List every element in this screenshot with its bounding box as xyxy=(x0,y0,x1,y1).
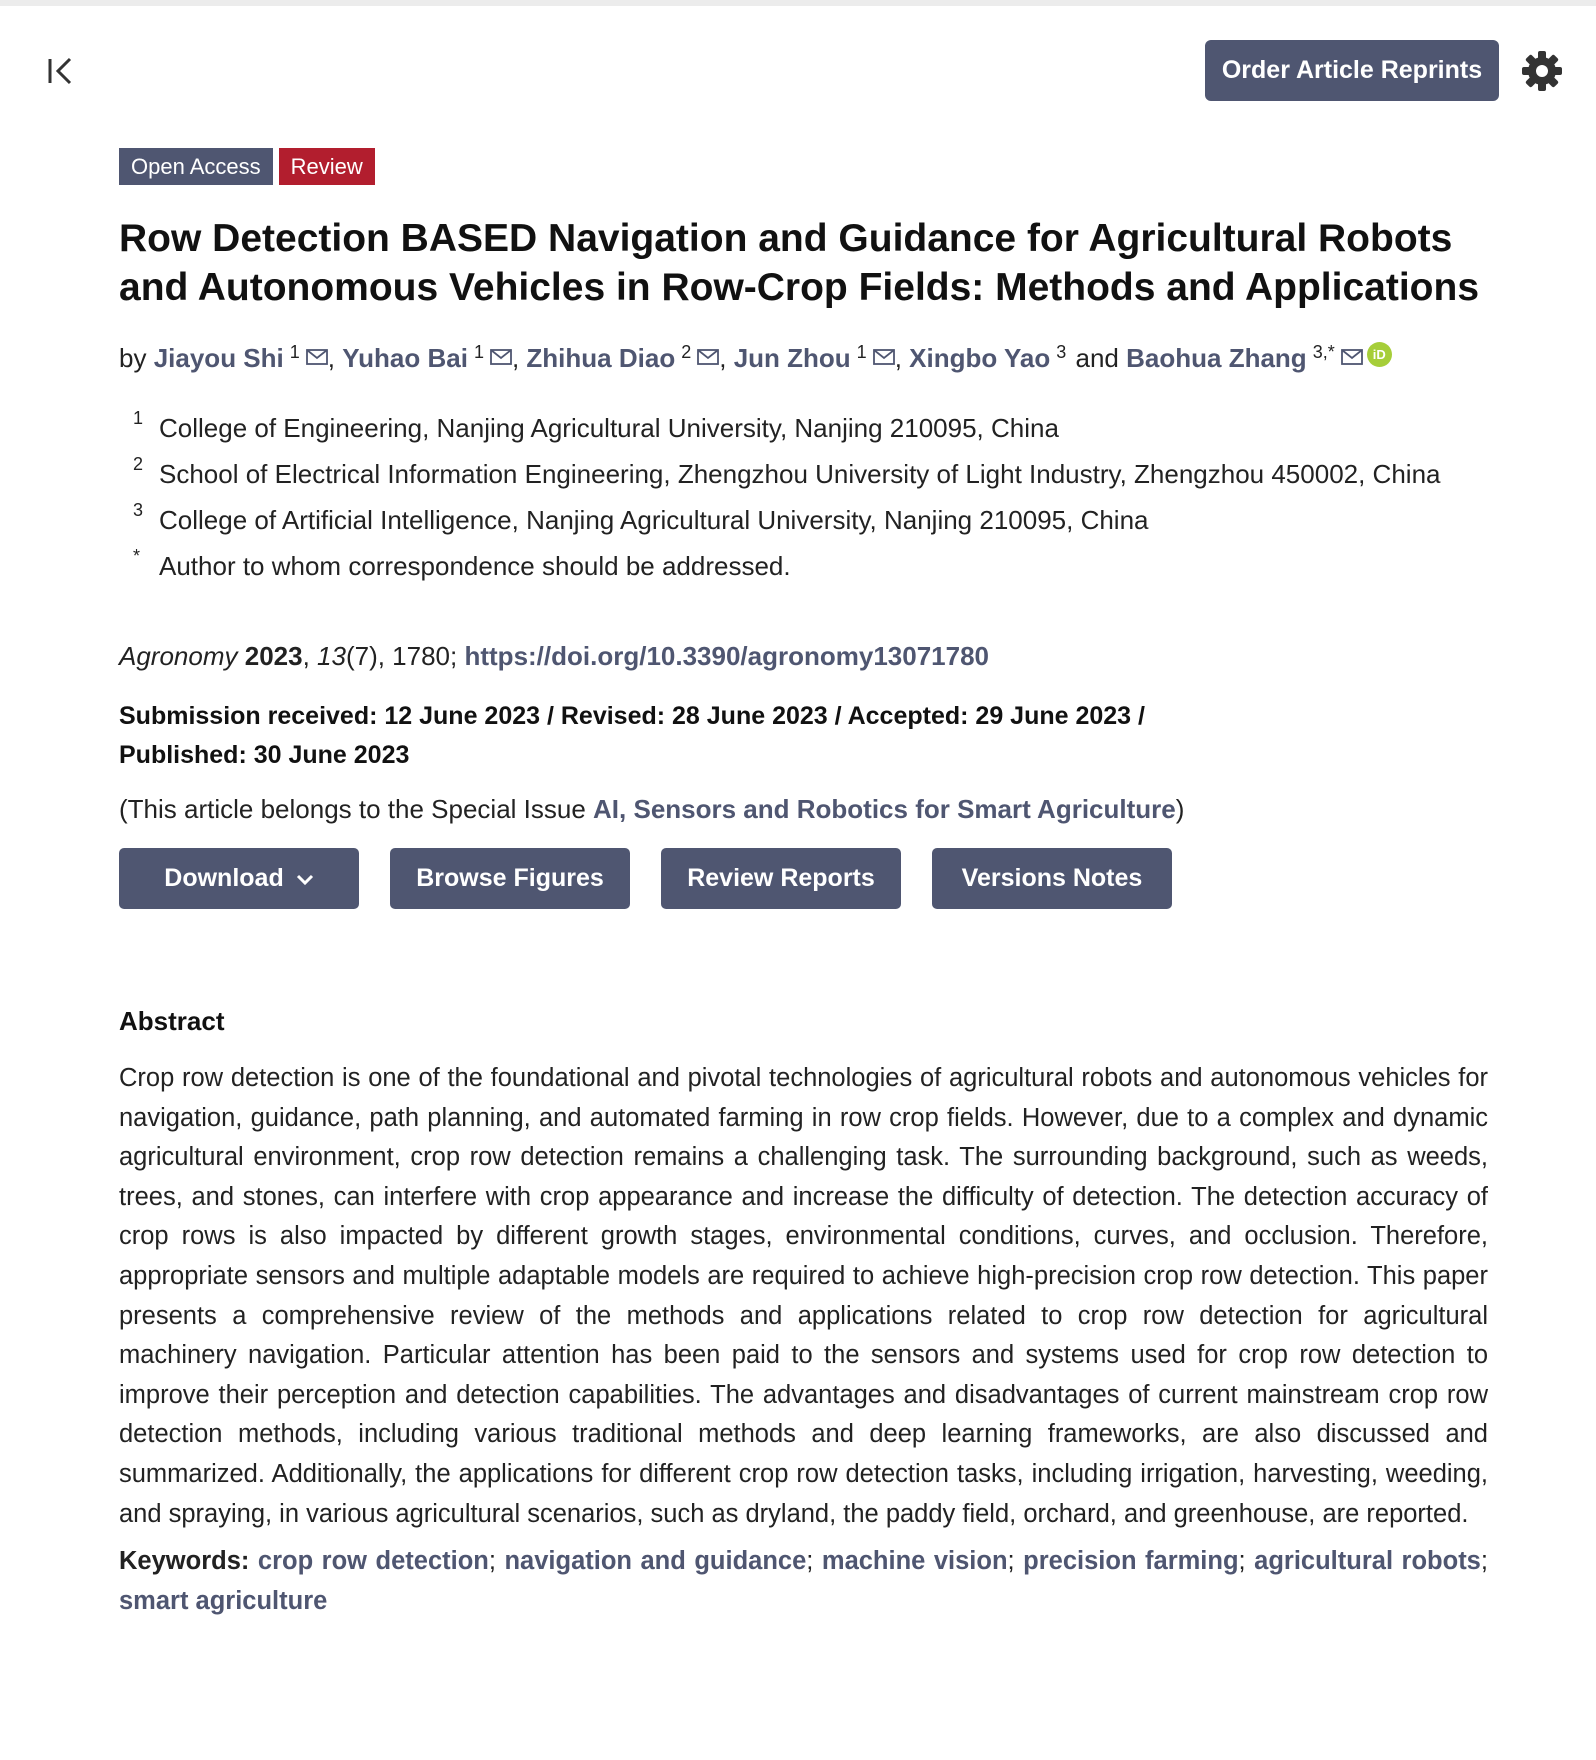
affiliation-number: 1 xyxy=(133,408,144,428)
affiliation-number: 3 xyxy=(133,500,144,520)
gear-icon[interactable] xyxy=(1520,49,1564,93)
collapse-sidebar-icon[interactable] xyxy=(46,54,80,88)
and-label: and xyxy=(1075,343,1119,373)
open-access-badge: Open Access xyxy=(119,148,273,185)
mail-icon[interactable] xyxy=(873,338,895,374)
affiliation-text: College of Engineering, Nanjing Agricultural University, Nanjing 210095, China xyxy=(159,413,1059,443)
affiliation-number: 2 xyxy=(133,454,144,474)
affiliation-number: * xyxy=(133,546,141,566)
mail-icon[interactable] xyxy=(697,338,719,374)
article-title: Row Detection BASED Navigation and Guidance for Agricultural Robots and Autonomous Vehicles in Row-Crop Fields: Methods and Applications xyxy=(119,217,1480,309)
citation-year: 2023 xyxy=(244,641,303,671)
abstract-heading: Abstract xyxy=(119,1006,225,1036)
affiliation-list xyxy=(119,405,1488,589)
affiliation-ref: 2 xyxy=(681,342,692,362)
keyword-separator: ; xyxy=(806,1547,814,1576)
orcid-icon[interactable]: iD xyxy=(1367,342,1392,367)
author-link[interactable]: Jun Zhou xyxy=(733,343,851,373)
keyword-link[interactable]: agricultural robots xyxy=(1254,1547,1481,1576)
citation-issue-pages: (7), 1780; xyxy=(345,641,458,671)
article-type-badge: Review xyxy=(279,148,375,185)
order-reprints-button[interactable]: Order Article Reprints xyxy=(1205,40,1499,101)
download-label: Download xyxy=(164,864,284,892)
abstract-text: Crop row detection is one of the foundational and pivotal technologies of agricultural robots and autonomous vehicles for navigation, guidance, path planning, and automated farming in row crop fields. However, due to a complex and dynamic agricultural environment, crop row detection remains a challenging task. The surrounding background, such as weeds, trees, and stones, can interfere with crop appearance and increase the difficulty of detection. The detection accuracy of crop rows is also impacted by different growth stages, environmental conditions, curves, and occlusion. Therefore, appropriate sensors and multiple adaptable models are required to achieve high-precision crop row detection. This paper presents a comprehensive review of the methods and applications related to crop row detection for agricultural machinery navigation. Particular attention has been paid to the sensors and systems used for crop row detection to improve their perception and detection capabilities. The advantages and disadvantages of current mainstream crop row detection methods, including various traditional methods and deep learning frameworks, are also discussed and summarized. Additionally, the applications for different crop row detection tasks, including irrigation, harvesting, weeding, and spraying, in various agricultural scenarios, such as dryland, the paddy field, orchard, and greenhouse, are reported. xyxy=(119,1064,1488,1528)
keyword-separator: ; xyxy=(1480,1547,1488,1576)
author-link[interactable]: Zhihua Diao xyxy=(526,343,676,373)
article-dates xyxy=(119,697,1488,775)
affiliation-ref: 1 xyxy=(856,342,867,362)
article-actions xyxy=(119,848,1488,909)
keyword-link[interactable]: crop row detection xyxy=(257,1547,489,1576)
affiliation-ref: 1 xyxy=(289,342,300,362)
review-reports-button[interactable]: Review Reports xyxy=(661,848,901,909)
separator: , xyxy=(327,343,335,373)
keyword-separator: ; xyxy=(1007,1547,1015,1576)
keyword-link[interactable]: precision farming xyxy=(1023,1547,1239,1576)
special-issue-note xyxy=(119,794,1488,825)
dates-line-2: Published: 30 June 2023 xyxy=(119,741,410,769)
download-button[interactable] xyxy=(119,848,359,909)
author-list xyxy=(119,334,1488,376)
author-link[interactable]: Yuhao Bai xyxy=(342,343,468,373)
journal-name: Agronomy xyxy=(119,641,238,671)
keyword-separator: ; xyxy=(488,1547,496,1576)
author-link[interactable]: Xingbo Yao xyxy=(909,343,1051,373)
author-link[interactable]: Jiayou Shi xyxy=(153,343,284,373)
special-issue-link[interactable]: AI, Sensors and Robotics for Smart Agriculture xyxy=(593,794,1176,824)
mail-icon[interactable] xyxy=(490,338,512,374)
affiliation-text: School of Electrical Information Engineering, Zhengzhou University of Light Industry, Zhengzhou 450002, China xyxy=(159,459,1441,489)
keywords-label: Keywords: xyxy=(119,1547,250,1576)
keyword-link[interactable]: navigation and guidance xyxy=(504,1547,807,1576)
separator: , xyxy=(511,343,520,373)
chevron-down-icon xyxy=(296,864,314,893)
top-border xyxy=(0,0,1596,6)
affiliation-item xyxy=(133,405,1488,451)
affiliation-item xyxy=(133,451,1488,497)
keywords xyxy=(119,1542,1488,1621)
affiliation-ref: 3,* xyxy=(1312,342,1335,362)
versions-notes-button[interactable]: Versions Notes xyxy=(932,848,1172,909)
keyword-link[interactable]: smart agriculture xyxy=(119,1586,328,1615)
article-badges xyxy=(119,148,1488,185)
affiliation-ref: 1 xyxy=(473,342,484,362)
mail-icon[interactable] xyxy=(1341,338,1363,374)
browse-figures-button[interactable]: Browse Figures xyxy=(390,848,630,909)
by-label: by xyxy=(119,343,147,373)
keyword-link[interactable]: machine vision xyxy=(821,1547,1008,1576)
affiliation-text: College of Artificial Intelligence, Nanjing Agricultural University, Nanjing 210095, China xyxy=(159,505,1149,535)
article-header xyxy=(119,148,1488,1621)
dates-line-1: Submission received: 12 June 2023 / Revised: 28 June 2023 / Accepted: 29 June 2023 / xyxy=(119,702,1145,730)
affiliation-ref: 3 xyxy=(1056,342,1067,362)
citation-line: Agronomy 2023, 13(7), 1780; https://doi.org/10.3390/agronomy13071780 xyxy=(119,641,990,671)
mail-icon[interactable] xyxy=(306,338,328,374)
special-issue-prefix: (This article belongs to the Special Issue xyxy=(119,794,594,824)
separator: , xyxy=(894,343,902,373)
affiliation-text: Author to whom correspondence should be addressed. xyxy=(159,551,791,581)
doi-link[interactable]: https://doi.org/10.3390/agronomy13071780 xyxy=(464,641,990,671)
affiliation-item xyxy=(133,543,1488,589)
separator: , xyxy=(719,343,727,373)
special-issue-suffix: ) xyxy=(1175,794,1185,824)
citation-volume: 13 xyxy=(317,641,346,671)
affiliation-item xyxy=(133,497,1488,543)
keyword-separator: ; xyxy=(1238,1547,1246,1576)
author-link[interactable]: Baohua Zhang xyxy=(1126,343,1307,373)
